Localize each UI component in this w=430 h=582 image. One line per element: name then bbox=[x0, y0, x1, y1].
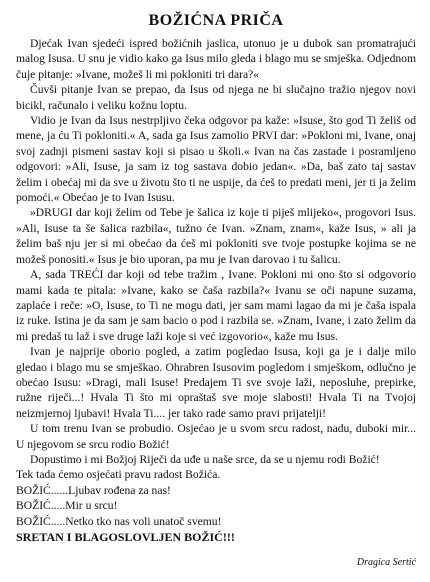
paragraph: A, sada TREĆI dar koji od tebe tražim , Ivane. Pokloni mi ono što si odgovorio mami kada te pitala: »Ivane, kako se čaša razbila?« Ivanu se oči napune suzama, zaplaće i reče: »O, Isuse, to Ti ne mogu dati, jer sam mami lagao da mi je čaša ispala iz ruke. Istina je da sam je sam bacio o pod i razbila se. »Znam, Ivane, i zato želim da mi predaš tu laž i sve druge laži koje si već izgovorio«, kaže mu Isus. bbox=[16, 268, 416, 343]
author-signature: Dragica Sertić bbox=[356, 557, 416, 568]
paragraph: Ivan je najprije oborio pogled, a zatim pogledao Isusa, koji ga je i dalje milo gledao i blago mu se smješkao. Ohrabren Isusovim pogledom i smješkom, odlučno je obećao Isusu: »Dragi, mali Isuse! Predajem Ti sve svoje laži, neposluhe, prepirke, ružne riječi...! Hvala Ti što mi opraštaš sve moje slabosti! Hvala Ti na Tvojoj neizmjernoj ljubavi! Hvala Ti.... jer tako rade samo pravi prijatelji! bbox=[16, 345, 416, 420]
christmas-line: BOŽIĆ.....Netko tko nas voli unatoč svemu! bbox=[16, 514, 222, 528]
paragraph: Djećak Ivan sjedeći ispred božićnih jaslica, utonuo je u dubok san promatrajući malog Isusa. U snu je vidio kako ga Isus milo gleda i blago mu se smješka. Odjednom čuje pitanje: »Ivane, možeš li mi pokloniti tri dara?« bbox=[16, 37, 416, 81]
paragraph: Vidio je Ivan da Isus nestrpljivo čeka odgovor pa kaže: »Isuse, što god Ti želiš od mene, ja ću Ti pokloniti.« A, sada ga Isus zamolio PRVI dar: »Pokloni mi, Ivane, onaj svoj zadnji pismeni sastav koji si pisao u školi.« Ivan na čas zastade i posramljeno odgovori: »Ali, Isuse, ja sam iz tog sastava dobio jedan«. »Da, baš zato taj sastav želim i obećaj mi da sve u životu što ti ne uspije, da ćeš to predati meni, jer ti ja želim pomoći.« Obećao je to Ivan Isusu. bbox=[16, 114, 416, 205]
paragraph: Čuvši pitanje Ivan se prepao, da Isus od njega ne bi slučajno tražio njegov novi bicikl, računalo i veliku kožnu loptu. bbox=[16, 83, 416, 112]
christmas-line: BOŽIĆ.....Mir u srcu! bbox=[16, 499, 118, 513]
paragraph: U tom trenu Ivan se probudio. Osjećao je u svom srcu radost, nadu, duboki mir... U njegovom se srcu rodio Božić! bbox=[16, 422, 416, 451]
paragraph: »DRUGI dar koji želim od Tebe je šalica iz koje ti piješ mlijeko«, progovori Isus. »Ali, Isuse ta še šalica razbila«, tužno će Ivan. »Znam, znam«, kaže Isus, » ali ja želim baš nju jer si mi obećao da ćeš mi pokloniti sve tvoje postupke kojima se ne možeš ponositi.« Isus je bio uporan, pa mu je Ivan darovao i tu šalicu. bbox=[16, 206, 416, 266]
closing-greeting: SRETAN I BLAGOSLOVLJEN BOŽIĆ!!! bbox=[16, 530, 235, 544]
christmas-line: BOŽIĆ......Ljubav rođena za nas! bbox=[16, 483, 171, 497]
story-title: BOŽIĆNA PRIČA bbox=[148, 12, 284, 29]
paragraph: Tek tada ćemo osjećati pravu radost Božića. bbox=[16, 468, 221, 482]
paragraph: Dopustimo i mi Božjoj Riječi da uđe u naše srce, da se u njemu rodi Božić! bbox=[30, 452, 380, 466]
story-body bbox=[16, 36, 416, 545]
